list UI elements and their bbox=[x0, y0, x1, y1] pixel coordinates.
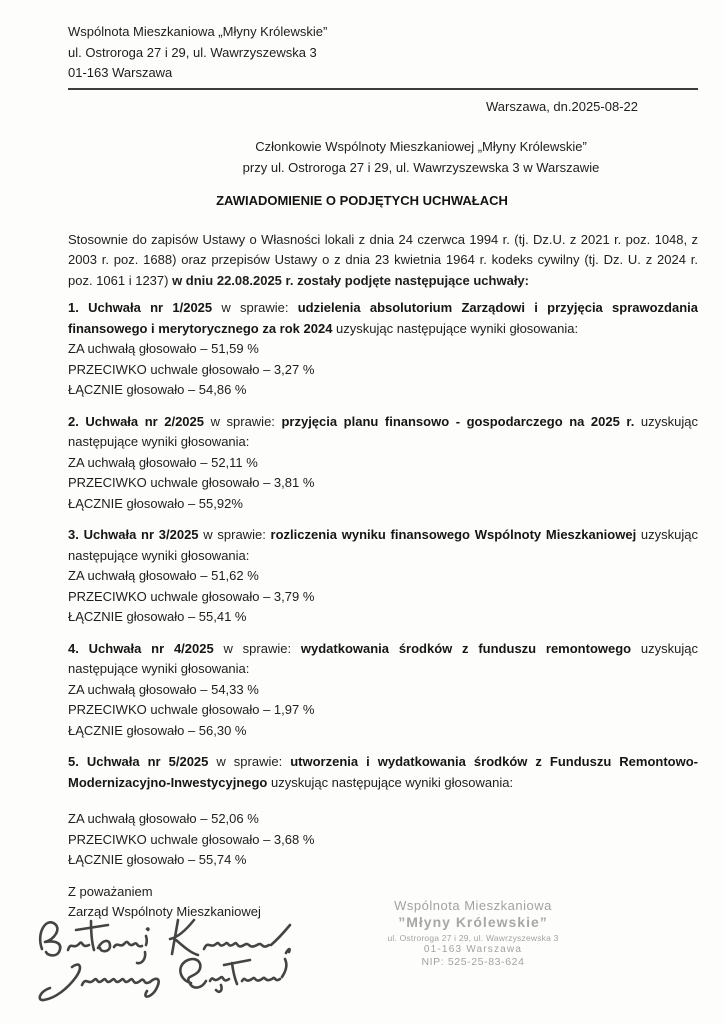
header-divider bbox=[68, 88, 698, 90]
stamp-company-brand: ”Młyny Królewskie” bbox=[398, 914, 548, 930]
vote-przeciw: PRZECIWKO uchwale głosowało – 3,79 % bbox=[68, 588, 315, 604]
resolution-infix: w sprawie: bbox=[212, 300, 298, 315]
vote-results bbox=[68, 339, 698, 401]
resolution-infix: w sprawie: bbox=[204, 413, 282, 429]
resolution-label: 1. Uchwała nr 1/2025 bbox=[68, 300, 213, 315]
resolution-heading bbox=[68, 525, 698, 566]
vote-results bbox=[68, 809, 698, 871]
intro-paragraph bbox=[68, 230, 698, 292]
sender-address-street: ul. Ostroroga 27 i 29, ul. Wawrzyszewska 3 bbox=[68, 44, 317, 60]
resolution-item-5 bbox=[68, 752, 698, 871]
sender-name: Wspólnota Mieszkaniowa „Młyny Królewskie” bbox=[68, 24, 328, 39]
vote-za: ZA uchwałą głosowało – 51,59 % bbox=[68, 341, 259, 356]
vote-przeciw: PRZECIWKO uchwale głosowało – 1,97 % bbox=[68, 702, 315, 717]
vote-lacznie: ŁĄCZNIE głosowało – 55,74 % bbox=[68, 852, 247, 867]
vote-przeciw: PRZECIWKO uchwale głosowało – 3,27 % bbox=[68, 361, 315, 377]
handwritten-signature bbox=[28, 903, 304, 1007]
vote-results bbox=[68, 453, 698, 515]
vote-za: ZA uchwałą głosowało – 52,06 % bbox=[68, 811, 259, 826]
resolution-subject: utworzenia i wydatkowania środków z Funduszu Remontowo-Modernizacyjno-Inwestycyjnego bbox=[68, 754, 698, 790]
resolution-heading bbox=[68, 752, 698, 793]
intro-bold: w dniu 22.08.2025 r. zostały podjęte następujące uchwały: bbox=[172, 272, 529, 288]
stamp-address-city: 01-163 Warszawa bbox=[423, 944, 523, 955]
resolution-suffix: uzyskując następujące wyniki głosowania: bbox=[267, 774, 514, 790]
addressee-block bbox=[106, 137, 724, 178]
document-title: ZAWIADOMIENIE O PODJĘTYCH UCHWAŁACH bbox=[216, 193, 508, 208]
resolution-heading bbox=[68, 298, 698, 339]
vote-results bbox=[68, 680, 698, 742]
stamp-nip: NIP: 525-25-83-624 bbox=[421, 956, 525, 968]
dateline: Warszawa, dn.2025-08-22 bbox=[486, 98, 638, 114]
company-stamp bbox=[366, 898, 580, 969]
vote-lacznie: ŁĄCZNIE głosowało – 54,86 % bbox=[68, 382, 247, 397]
vote-lacznie: ŁĄCZNIE głosowało – 55,92% bbox=[68, 495, 243, 511]
sender-block bbox=[68, 22, 698, 84]
resolution-heading bbox=[68, 412, 698, 453]
resolution-item-4 bbox=[68, 639, 698, 742]
resolution-label: 5. Uchwała nr 5/2025 bbox=[68, 754, 209, 769]
closing-signer: Zarząd Wspólnoty Mieszkaniowej bbox=[68, 904, 261, 919]
resolution-label: 3. Uchwała nr 3/2025 bbox=[68, 527, 199, 542]
addressee-line2: przy ul. Ostroroga 27 i 29, ul. Wawrzyszewska 3 w Warszawie bbox=[242, 159, 600, 175]
closing-regards: Z poważaniem bbox=[68, 883, 153, 899]
resolution-heading bbox=[68, 639, 698, 680]
vote-za: ZA uchwałą głosowało – 52,11 % bbox=[68, 454, 258, 470]
resolution-infix: w sprawie: bbox=[198, 527, 271, 542]
sender-address-city: 01-163 Warszawa bbox=[68, 65, 173, 80]
vote-za: ZA uchwałą głosowało – 54,33 % bbox=[68, 681, 259, 697]
resolution-subject: rozliczenia wyniku finansowego Wspólnoty Mieszkaniowej bbox=[270, 527, 637, 542]
resolution-infix: w sprawie: bbox=[213, 640, 301, 656]
resolution-subject: wydatkowania środków z funduszu remontowego bbox=[300, 640, 632, 656]
resolution-subject: udzielenia absolutorium Zarządowi i przyjęcia sprawozdania finansowego i merytorycznego za rok 2024 bbox=[68, 300, 699, 336]
vote-za: ZA uchwałą głosowało – 51,62 % bbox=[68, 568, 259, 583]
resolution-suffix: uzyskując następujące wyniki głosowania: bbox=[332, 320, 579, 336]
addressee-line1: Członkowie Wspólnoty Mieszkaniowej „Młyny Królewskie” bbox=[255, 139, 587, 154]
resolution-suffix: uzyskując następujące wyniki głosowania: bbox=[68, 527, 698, 563]
resolution-label: 4. Uchwała nr 4/2025 bbox=[68, 640, 214, 656]
vote-przeciw: PRZECIWKO uchwale głosowało – 3,81 % bbox=[68, 475, 315, 490]
vote-lacznie: ŁĄCZNIE głosowało – 56,30 % bbox=[68, 722, 247, 738]
resolution-item-2 bbox=[68, 412, 698, 515]
intro-text: Stosownie do zapisów Ustawy o Własności lokali z dnia 24 czerwca 1994 r. (tj. Dz.U. z 2021 r. poz. 1048, z 2003 r. poz. 1688) oraz przepisów Ustawy o z dnia 23 kwietnia 1964 r. kodeks cywilny (tj. Dz. U. z 2024 r. poz. 1061 i 1237) bbox=[68, 231, 698, 288]
resolution-label: 2. Uchwała nr 2/2025 bbox=[68, 413, 205, 429]
vote-przeciw: PRZECIWKO uchwale głosowało – 3,68 % bbox=[68, 831, 315, 847]
resolution-subject: przyjęcia planu finansowo - gospodarczego na 2025 r. bbox=[281, 413, 635, 429]
stamp-address-street: ul. Ostroroga 27 i 29, ul. Wawrzyszewska 3 bbox=[387, 933, 559, 943]
resolution-suffix: uzyskując następujące wyniki głosowania: bbox=[68, 640, 698, 676]
resolution-item-1 bbox=[68, 298, 698, 401]
vote-results bbox=[68, 566, 698, 628]
resolution-suffix: uzyskując następujące wyniki głosowania: bbox=[68, 413, 698, 449]
resolution-infix: w sprawie: bbox=[208, 754, 291, 769]
vote-lacznie: ŁĄCZNIE głosowało – 55,41 % bbox=[68, 609, 247, 624]
resolution-item-3 bbox=[68, 525, 698, 628]
stamp-company-name: Wspólnota Mieszkaniowa bbox=[394, 898, 552, 913]
